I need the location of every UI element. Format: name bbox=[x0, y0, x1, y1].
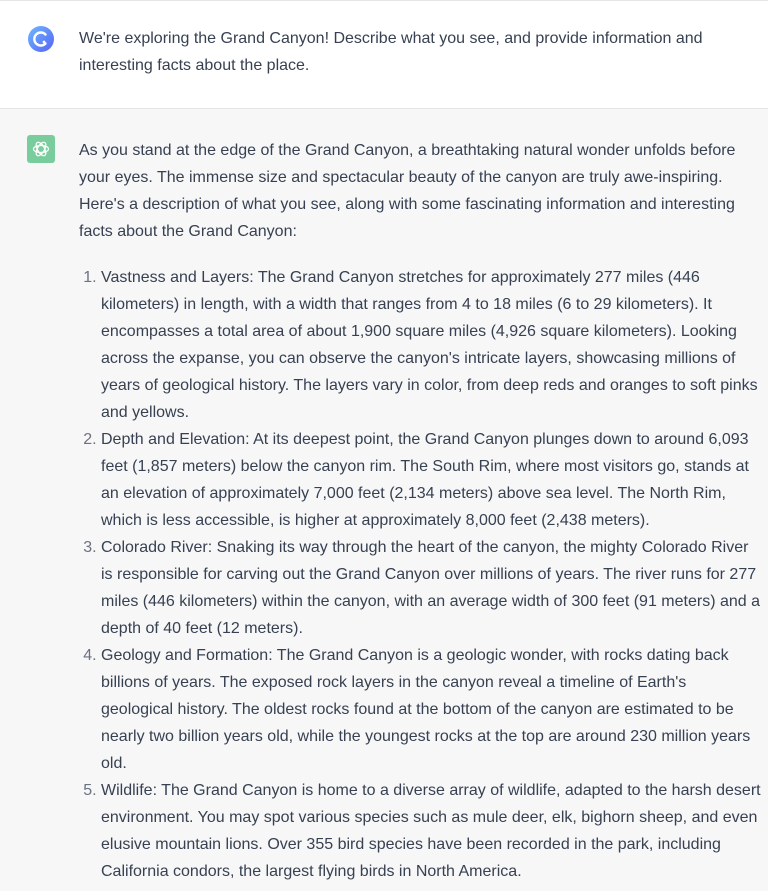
user-message bbox=[0, 0, 768, 109]
list-item: 3. Colorado River: Snaking its way through the heart of the canyon, the mighty Colorado River is responsible for carving out the Grand Canyon over millions of years. The river runs for 277 miles (446 kilometers) within the canyon, with an average width of 300 feet (91 meters) and a depth of 40 feet (12 meters). bbox=[101, 534, 761, 642]
list-item: 2. Depth and Elevation: At its deepest point, the Grand Canyon plunges down to around 6,093 feet (1,857 meters) below the canyon rim. The South Rim, where most visitors go, stands at an elevation of approximately 7,000 feet (2,134 meters) above sea level. The North Rim, which is less accessible, is higher at approximately 8,000 feet (2,438 meters). bbox=[101, 426, 761, 534]
list-item: 4. Geology and Formation: The Grand Canyon is a geologic wonder, with rocks dating back billions of years. The exposed rock layers in the canyon reveal a timeline of Earth's geological history. The oldest rocks found at the bottom of the canyon are estimated to be nearly two billion years old, while the youngest rocks at the top are around 230 million years old. bbox=[101, 642, 761, 777]
assistant-intro: As you stand at the edge of the Grand Canyon, a breathtaking natural wonder unfolds before your eyes. The immense size and spectacular beauty of the canyon are truly awe-inspiring. Here's a description of what you see, along with some fascinating information and interesting facts about the Grand Canyon: bbox=[79, 142, 736, 240]
assistant-message-content bbox=[79, 137, 761, 885]
user-avatar-icon bbox=[28, 26, 54, 52]
list-item: 1. Vastness and Layers: The Grand Canyon stretches for approximately 277 miles (446 kilometers) in length, with a width that ranges from 4 to 18 miles (6 to 29 kilometers). It encompasses a total area of about 1,900 square miles (4,926 square kilometers). Looking across the expanse, you can observe the canyon's intricate layers, showcasing millions of years of geological history. The layers vary in color, from deep reds and oranges to soft pinks and yellows. bbox=[101, 264, 761, 426]
list-item: 5. Wildlife: The Grand Canyon is home to a diverse array of wildlife, adapted to the harsh desert environment. You may spot various species such as mule deer, elk, bighorn sheep, and even elusive mountain lions. Over 355 bird species have been recorded in the park, including California condors, the largest flying birds in North America. bbox=[101, 777, 761, 885]
chatgpt-logo-icon bbox=[27, 135, 55, 163]
user-message-text: We're exploring the Grand Canyon! Describe what you see, and provide information and interesting facts about the place. bbox=[79, 30, 703, 74]
facts-list bbox=[79, 264, 761, 885]
